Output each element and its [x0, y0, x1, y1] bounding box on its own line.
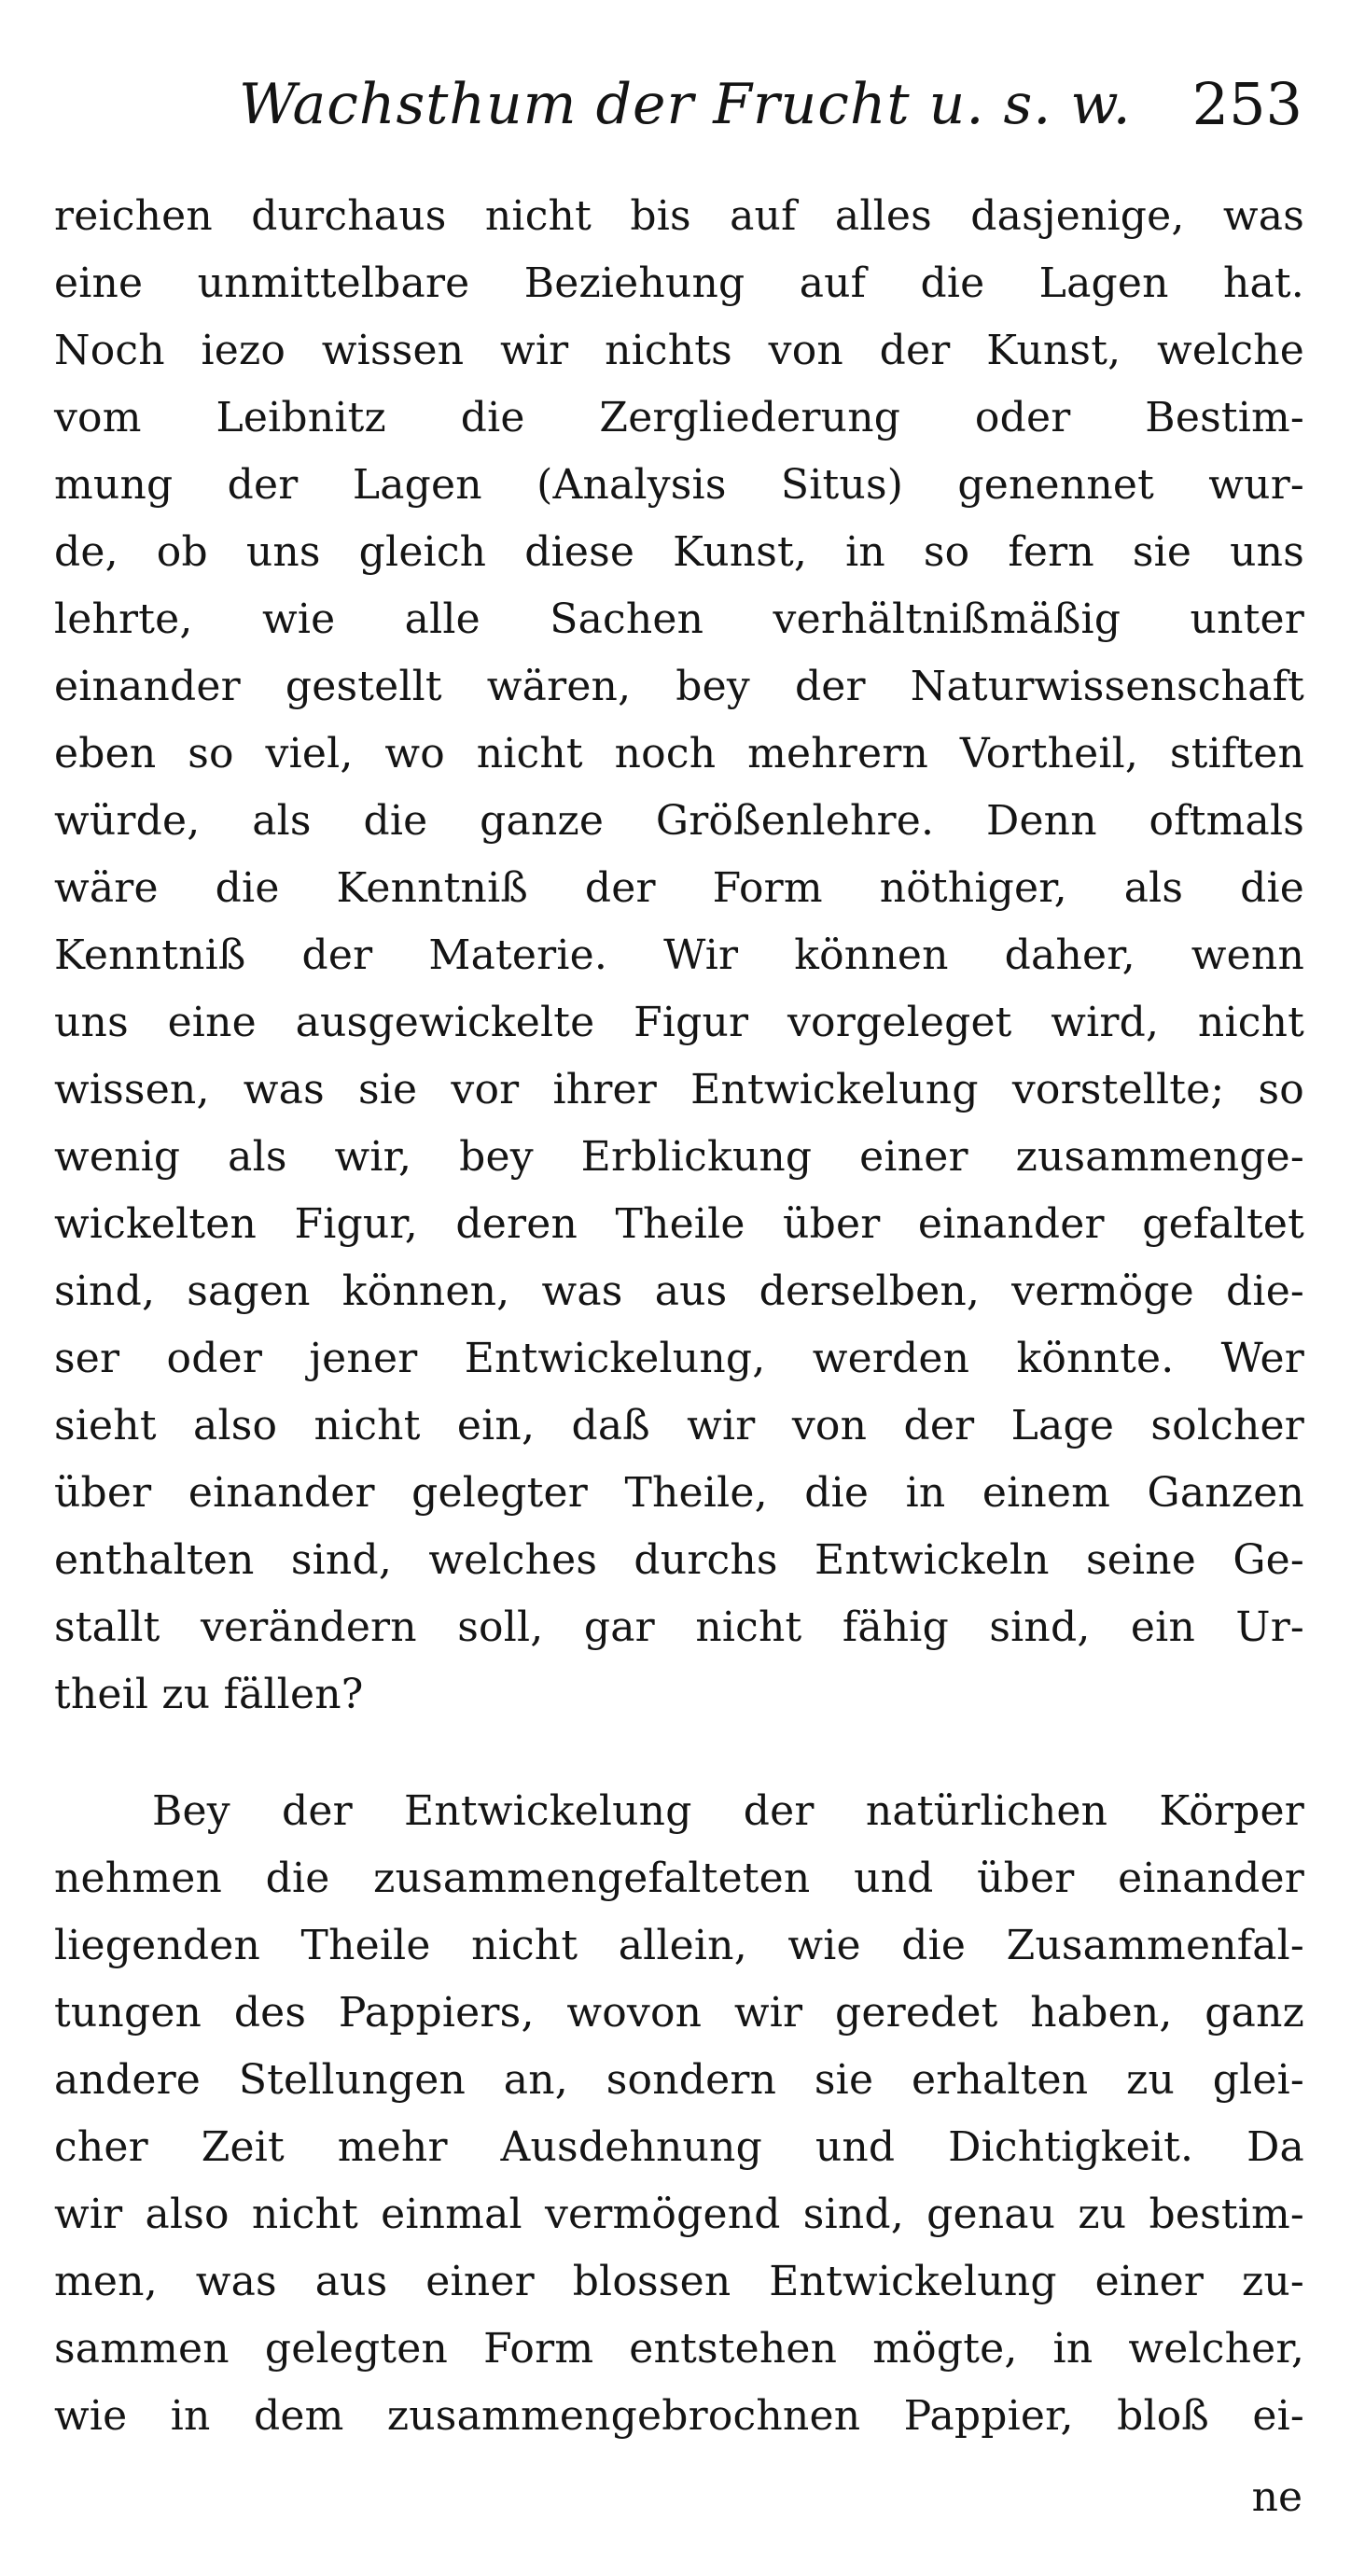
- text-line: über einander gelegter Theile, die in einem Ganzen: [54, 1469, 1304, 1517]
- text-line: Kenntniß der Materie. Wir können daher, wenn: [54, 931, 1304, 979]
- page-number: 253: [1191, 70, 1302, 138]
- text-line: Bey der Entwickelung der natürlichen Körper: [152, 1787, 1304, 1835]
- text-line: wäre die Kenntniß der Form nöthiger, als die: [54, 864, 1304, 912]
- text-line: ser oder jener Entwickelung, werden könnte. Wer: [54, 1335, 1304, 1382]
- text-line: sammen gelegten Form entstehen mögte, in welcher,: [54, 2325, 1304, 2373]
- text-line: wissen, was sie vor ihrer Entwickelung vorstellte; so: [54, 1066, 1304, 1113]
- text-line: lehrte, wie alle Sachen verhältnißmäßig unter: [54, 595, 1304, 643]
- text-line: Noch iezo wissen wir nichts von der Kunst, welche: [54, 327, 1304, 374]
- text-line: men, was aus einer blossen Entwickelung einer zu-: [54, 2258, 1304, 2305]
- text-line: sieht also nicht ein, daß wir von der Lage solcher: [54, 1402, 1304, 1449]
- text-line: nehmen die zusammengefalteten und über einander: [54, 1855, 1304, 1902]
- text-line: cher Zeit mehr Ausdehnung und Dichtigkeit. Da: [54, 2123, 1304, 2171]
- text-line: wie in dem zusammengebrochnen Pappier, bloß ei-: [54, 2392, 1304, 2440]
- text-line: mung der Lagen (Analysis Situs) genennet wur-: [54, 461, 1304, 509]
- text-line: tungen des Pappiers, wovon wir geredet haben, ganz: [54, 1989, 1304, 2037]
- catchword: ne: [1251, 2473, 1302, 2521]
- text-line: reichen durchaus nicht bis auf alles dasjenige, was: [54, 192, 1304, 240]
- text-line: einander gestellt wären, bey der Naturwissenschaft: [54, 663, 1304, 710]
- text-line: wenig als wir, bey Erblickung einer zusammenge-: [54, 1133, 1304, 1181]
- text-line: wickelten Figur, deren Theile über einander gefaltet: [54, 1200, 1304, 1248]
- text-line: uns eine ausgewickelte Figur vorgeleget wird, nicht: [54, 999, 1304, 1046]
- page-header: [52, 58, 1302, 151]
- text-line: enthalten sind, welches durchs Entwickeln seine Ge-: [54, 1536, 1304, 1584]
- text-line: de, ob uns gleich diese Kunst, in so fern sie uns: [54, 528, 1304, 576]
- paragraph-2: [54, 1778, 1304, 2450]
- text-line: vom Leibnitz die Zergliederung oder Bestim-: [54, 394, 1304, 441]
- text-line: eben so viel, wo nicht noch mehrern Vortheil, stiften: [54, 730, 1304, 777]
- text-line: eine unmittelbare Beziehung auf die Lagen hat.: [54, 259, 1304, 307]
- text-line: stallt verändern soll, gar nicht fähig sind, ein Ur-: [54, 1603, 1304, 1651]
- paragraph-1: [54, 183, 1304, 1729]
- text-line: theil zu fällen?: [54, 1671, 364, 1718]
- text-line: liegenden Theile nicht allein, wie die Zusammenfal-: [54, 1922, 1304, 1969]
- text-line: andere Stellungen an, sondern sie erhalten zu glei-: [54, 2056, 1304, 2104]
- running-title: Wachsthum der Frucht u. s. w.: [239, 72, 1132, 137]
- text-line: wir also nicht einmal vermögend sind, genau zu bestim-: [54, 2191, 1304, 2238]
- text-line: würde, als die ganze Größenlehre. Denn oftmals: [54, 797, 1304, 845]
- text-line: sind, sagen können, was aus derselben, vermöge die-: [54, 1267, 1304, 1315]
